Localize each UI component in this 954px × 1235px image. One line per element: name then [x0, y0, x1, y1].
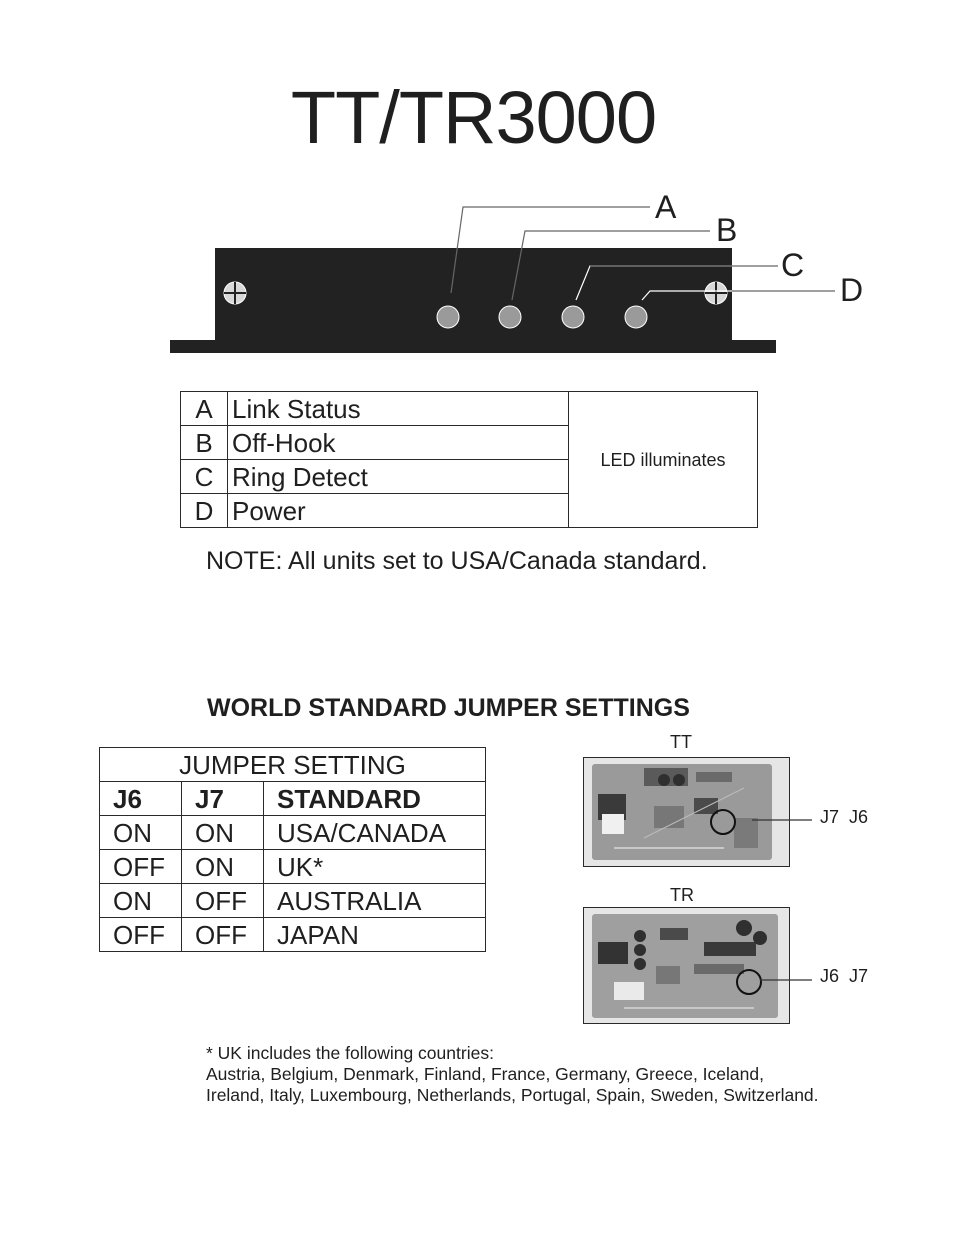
- table-cell: UK*: [264, 850, 486, 884]
- table-cell: USA/CANADA: [264, 816, 486, 850]
- table-cell: OFF: [100, 850, 182, 884]
- table-cell: JAPAN: [264, 918, 486, 952]
- jumper-settings-table: [99, 747, 486, 952]
- tt-board-photo: [583, 757, 790, 867]
- led-label: Ring Detect: [228, 460, 569, 494]
- callout-letter-d: D: [840, 272, 864, 308]
- table-cell: ON: [100, 884, 182, 918]
- led-label: Link Status: [228, 392, 569, 426]
- table-cell: ON: [100, 816, 182, 850]
- footnote-line: Austria, Belgium, Denmark, Finland, France, Germany, Greece, Iceland,: [206, 1064, 764, 1084]
- standard-note: NOTE: All units set to USA/Canada standard.: [206, 547, 708, 575]
- table-cell: OFF: [100, 918, 182, 952]
- table-cell: OFF: [182, 918, 264, 952]
- tt-board-label: TT: [670, 732, 692, 752]
- tt-callout-line: [752, 815, 816, 825]
- table-row: [100, 816, 486, 850]
- section-title: WORLD STANDARD JUMPER SETTINGS: [207, 694, 690, 722]
- led-effect: LED illuminates: [569, 392, 758, 528]
- table-caption: JUMPER SETTING: [100, 748, 486, 782]
- column-header: J6: [100, 782, 182, 816]
- callout-letter-c: C: [781, 247, 805, 283]
- device-front-panel-diagram: [160, 180, 864, 360]
- table-cell: ON: [182, 816, 264, 850]
- footnote-line: Ireland, Italy, Luxembourg, Netherlands, Portugal, Spain, Sweden, Switzerland.: [206, 1085, 819, 1105]
- table-row: [100, 918, 486, 952]
- led-b-icon: [499, 306, 521, 328]
- led-legend-table: [180, 391, 758, 528]
- uk-countries-footnote: [206, 1043, 819, 1106]
- led-key: D: [181, 494, 228, 528]
- led-a-icon: [437, 306, 459, 328]
- table-cell: ON: [182, 850, 264, 884]
- led-label: Off-Hook: [228, 426, 569, 460]
- tr-jumper-callout: J6 J7: [820, 966, 869, 986]
- table-cell: OFF: [182, 884, 264, 918]
- callout-letter-a: A: [655, 189, 677, 225]
- table-row: [181, 392, 758, 426]
- table-cell: AUSTRALIA: [264, 884, 486, 918]
- led-label: Power: [228, 494, 569, 528]
- led-key: A: [181, 392, 228, 426]
- tr-callout-line: [760, 975, 816, 985]
- left-screw-icon: [224, 282, 246, 304]
- callout-letter-b: B: [716, 212, 738, 248]
- led-key: B: [181, 426, 228, 460]
- page-title: TT/TR3000: [290, 76, 657, 159]
- footnote-line: * UK includes the following countries:: [206, 1043, 494, 1063]
- tr-board-photo: [583, 907, 790, 1024]
- table-caption-row: [100, 748, 486, 782]
- table-row: [100, 850, 486, 884]
- led-d-icon: [625, 306, 647, 328]
- table-row: [100, 884, 486, 918]
- led-c-icon: [562, 306, 584, 328]
- column-header: J7: [182, 782, 264, 816]
- device-body: [215, 248, 732, 343]
- table-header-row: [100, 782, 486, 816]
- tr-board-label: TR: [670, 885, 694, 905]
- led-key: C: [181, 460, 228, 494]
- tt-jumper-callout: J7 J6: [820, 807, 869, 827]
- column-header: STANDARD: [264, 782, 486, 816]
- right-screw-icon: [705, 282, 727, 304]
